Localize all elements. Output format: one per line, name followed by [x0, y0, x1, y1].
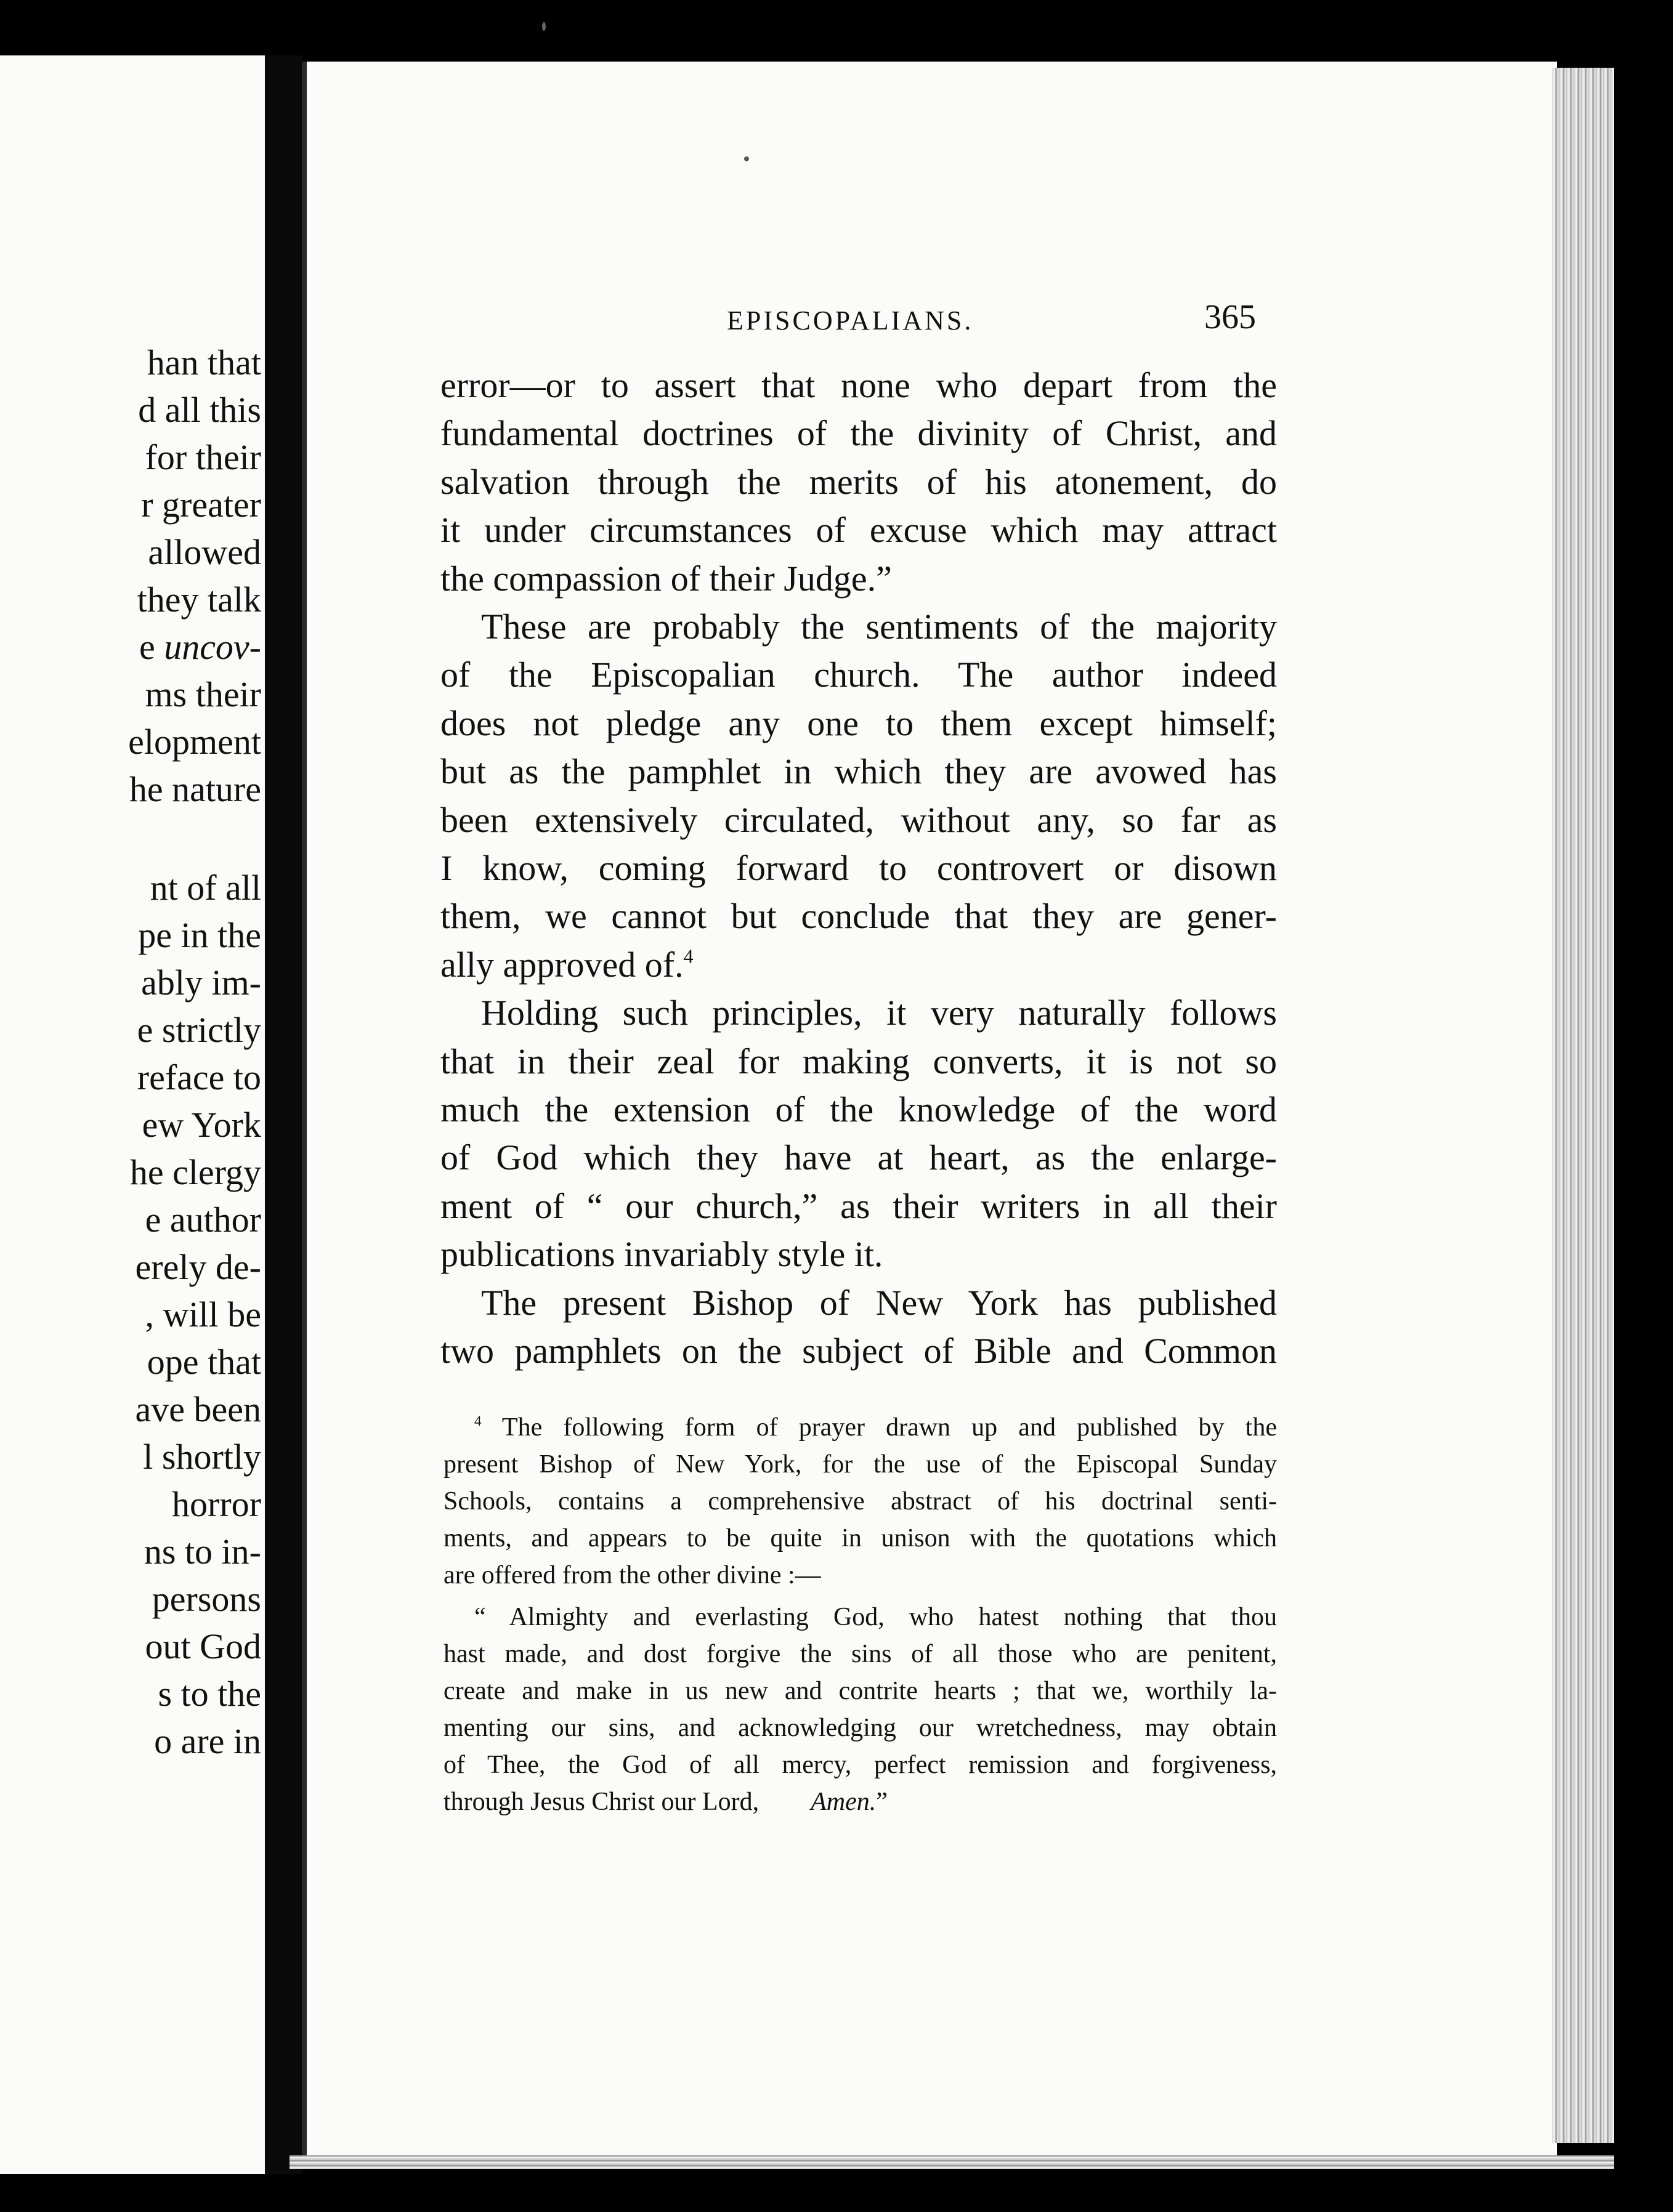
left-page-line: e author	[145, 1200, 261, 1240]
closing-quote: ”	[876, 1788, 888, 1816]
body-line-text: of the Episcopalian church. The author indeed	[440, 655, 1277, 695]
left-page-line: they talk	[137, 579, 261, 620]
left-page-line: han that	[147, 342, 261, 382]
body-line	[440, 1282, 1277, 1323]
body-line	[440, 944, 1277, 985]
left-page-line: reface to	[137, 1057, 261, 1097]
footnote-line-text: of Thee, the God of all mercy, perfect remission and forgiveness,	[444, 1751, 1277, 1779]
left-page-line: he nature	[129, 769, 261, 809]
ink-speck	[744, 156, 749, 161]
footnote-line-text: Schools, contains a comprehensive abstract of his doctrinal senti-	[444, 1487, 1277, 1516]
body-line-text: ally approved of.	[440, 944, 684, 985]
left-page-line: erely de-	[135, 1247, 261, 1287]
left-page-line: o are in	[154, 1721, 261, 1761]
left-page-line: ns to in-	[144, 1532, 261, 1572]
footnote-line-text: are offered from the other divine :—	[444, 1561, 821, 1589]
body-line	[440, 365, 1277, 405]
left-facing-page	[0, 55, 265, 2174]
footnote-line	[444, 1525, 1277, 1551]
body-line-text: ment of “ our church,” as their writers in all their	[440, 1185, 1277, 1226]
footnote-reference: 4	[683, 945, 694, 967]
italic-word: uncov-	[164, 627, 261, 667]
left-page-line: r greater	[141, 485, 261, 525]
body-line-text: them, we cannot but conclude that they are gener-	[440, 896, 1277, 937]
footnote-line-text: through Jesus Christ our Lord,	[444, 1788, 760, 1816]
footnote-line-text: “ Almighty and everlasting God, who hatest nothing that thou	[474, 1603, 1277, 1631]
body-line-text: been extensively circulated, without any, so far as	[440, 799, 1277, 840]
closing-word: Amen.	[811, 1788, 877, 1816]
body-line	[440, 850, 1277, 886]
book-gutter	[265, 55, 302, 2174]
body-line-text: Holding such principles, it very naturally follows	[481, 993, 1277, 1033]
footnote-line-text: menting our sins, and acknowledging our wretchedness, may obtain	[444, 1714, 1277, 1742]
left-page-line: allowed	[148, 532, 261, 572]
footnote-line-text: present Bishop of New York, for the use of the Episcopal Sunday	[444, 1450, 1277, 1479]
footnote-line	[444, 1451, 1277, 1477]
body-line	[440, 1041, 1277, 1081]
body-line	[440, 995, 1277, 1031]
body-line	[440, 1234, 1277, 1275]
left-page-line: pe in the	[138, 915, 261, 955]
body-line-text: does not pledge any one to them except himself;	[440, 703, 1277, 743]
body-line	[440, 558, 1277, 599]
body-line	[440, 1137, 1277, 1178]
running-head: EPISCOPALIANS.	[727, 305, 974, 336]
body-line	[440, 751, 1277, 792]
left-page-line: l shortly	[143, 1437, 261, 1477]
body-line-text: but as the pamphlet in which they are avowed has	[440, 751, 1277, 792]
left-page-line: he clergy	[129, 1152, 261, 1192]
footnote-line-text: The following form of prayer drawn up and published by the	[501, 1413, 1277, 1442]
footnote-line	[444, 1641, 1277, 1667]
left-page-line: d all this	[138, 390, 261, 430]
left-page-line: e uncov-	[139, 627, 261, 667]
left-page-line: persons	[152, 1579, 261, 1619]
footnote-line	[444, 1604, 1277, 1630]
footnote-line	[444, 1715, 1277, 1741]
left-page-line: ope that	[147, 1342, 261, 1382]
ink-speck	[542, 22, 546, 31]
body-line	[440, 609, 1277, 645]
body-line-text: These are probably the sentiments of the majority	[481, 607, 1277, 647]
left-page-line: nt of all	[150, 868, 261, 908]
left-page-line: ew York	[142, 1105, 261, 1145]
footnote-line-text: ments, and appears to be quite in unison with the quotations which	[444, 1524, 1277, 1552]
body-line-text: salvation through the merits of his atonement, do	[440, 461, 1277, 502]
body-line	[440, 461, 1277, 502]
body-line	[440, 896, 1277, 937]
body-line-text: I know, coming forward to controvert or disown	[440, 848, 1277, 888]
body-line	[440, 657, 1277, 693]
page-number: 365	[1204, 298, 1256, 336]
body-line-text: publications invariably style it.	[440, 1234, 883, 1275]
body-line-text: The present Bishop of New York has published	[481, 1282, 1277, 1323]
footnote-line	[444, 1678, 1277, 1704]
footnote-line	[444, 1488, 1277, 1514]
body-line	[440, 1185, 1277, 1226]
footnote-line-text: create and make in us new and contrite hearts ; that we, worthily la-	[444, 1677, 1277, 1705]
left-page-line: , will be	[145, 1294, 261, 1334]
body-line	[440, 510, 1277, 551]
body-line-text: fundamental doctrines of the divinity of Christ, and	[440, 413, 1277, 454]
footnote-line	[444, 1789, 1277, 1815]
footnote-marker: 4	[474, 1412, 482, 1429]
body-line	[440, 413, 1277, 454]
body-line	[440, 799, 1277, 840]
footnote-line	[444, 1562, 1277, 1588]
body-line-text: two pamphlets on the subject of Bible and Common	[440, 1331, 1277, 1371]
body-line	[440, 703, 1277, 743]
left-page-line: ms their	[145, 674, 261, 714]
body-line-text: error—or to assert that none who depart from the	[440, 365, 1277, 405]
left-page-line: for their	[145, 437, 261, 477]
left-page-line: elopment	[128, 722, 261, 762]
left-page-line: out God	[145, 1626, 261, 1666]
footnote-line	[444, 1752, 1277, 1778]
left-page-line: horror	[172, 1484, 261, 1524]
page-bottom-edge	[290, 2155, 1614, 2169]
body-line	[440, 1089, 1277, 1129]
left-page-line: ably im-	[141, 963, 261, 1003]
body-line-text: the compassion of their Judge.”	[440, 558, 892, 599]
left-page-line: s to the	[158, 1674, 261, 1714]
body-line-text: that in their zeal for making converts, it is not so	[440, 1041, 1277, 1081]
body-line-text: much the extension of the knowledge of the word	[440, 1089, 1277, 1129]
body-line-text: it under circumstances of excuse which may attract	[440, 510, 1277, 551]
left-page-line: ave been	[135, 1389, 261, 1429]
page-fore-edge	[1552, 68, 1614, 2143]
body-line	[440, 1333, 1277, 1369]
body-line-text: of God which they have at heart, as the enlarge-	[440, 1137, 1277, 1178]
left-page-line: e strictly	[137, 1010, 261, 1050]
footnote-line	[444, 1412, 1277, 1442]
footnote-line-text: hast made, and dost forgive the sins of all those who are penitent,	[444, 1640, 1277, 1668]
